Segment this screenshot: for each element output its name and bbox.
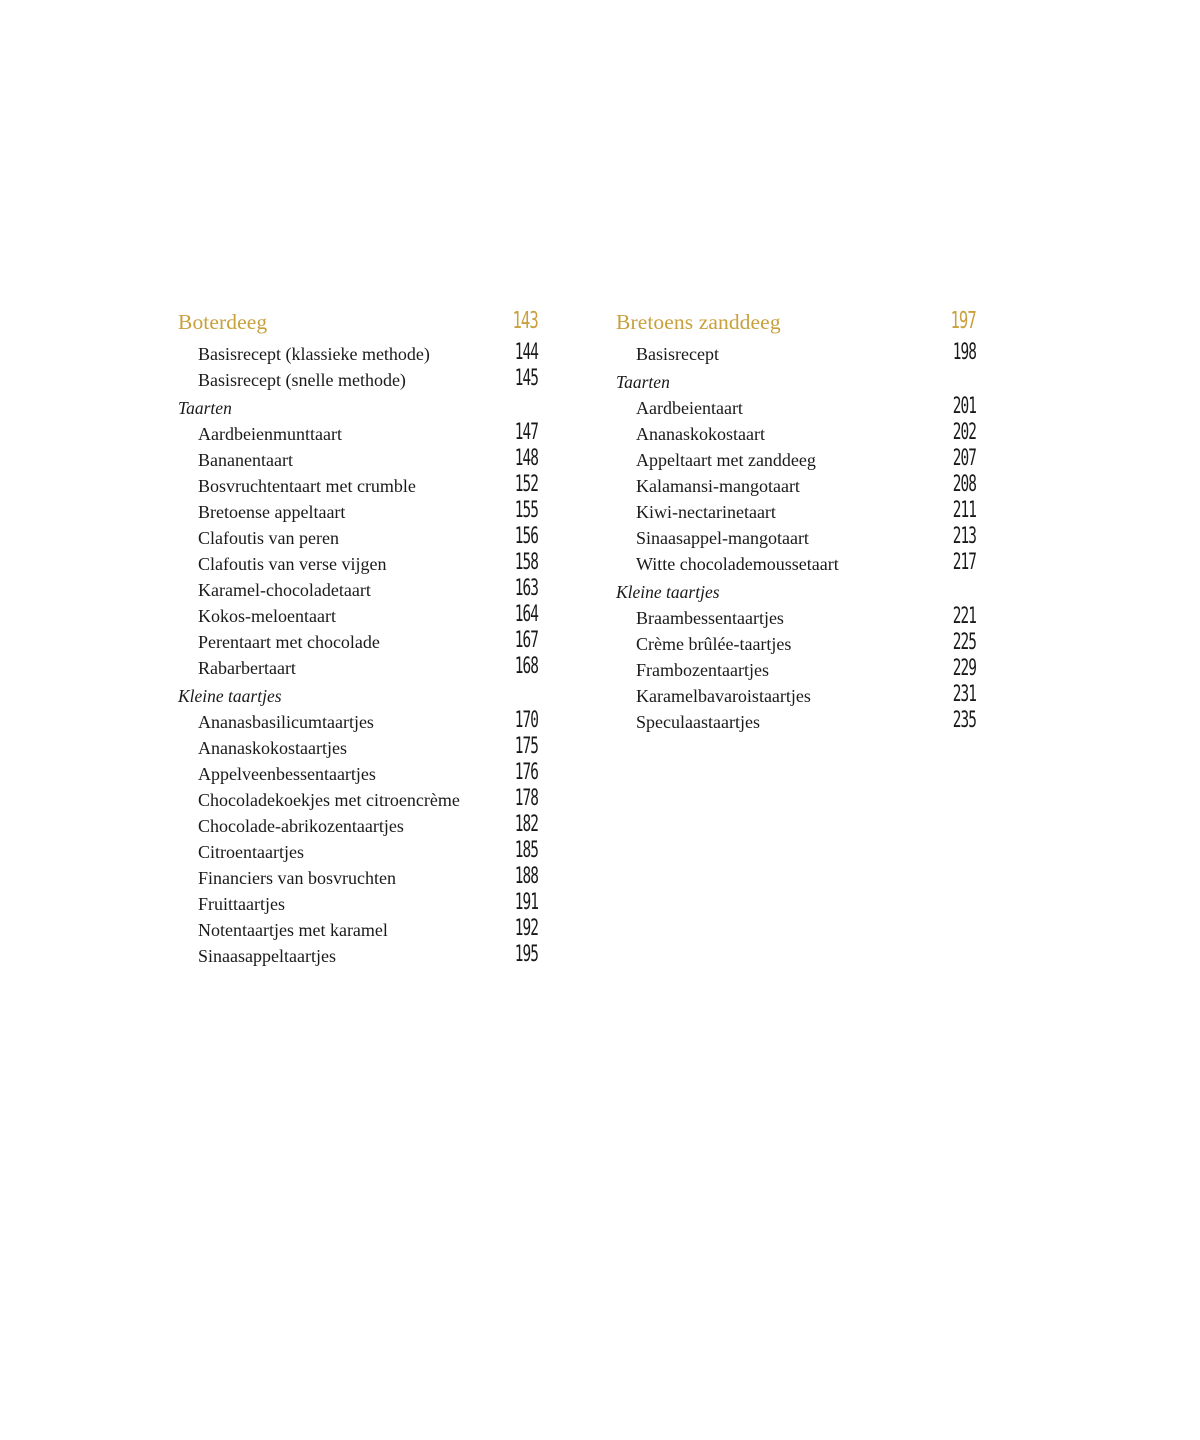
toc-entry-label: Financiers van bosvruchten xyxy=(198,867,396,888)
toc-entry-label: Karamelbavaroistaartjes xyxy=(636,685,811,706)
toc-entry[interactable] xyxy=(616,444,976,473)
toc-entry-page-number: 170 xyxy=(514,706,538,733)
toc-entry[interactable] xyxy=(178,732,538,761)
toc-entry[interactable] xyxy=(178,914,538,943)
toc-entry[interactable] xyxy=(178,548,538,577)
toc-entry-page-number: 182 xyxy=(514,810,538,837)
toc-entry-page-number: 188 xyxy=(514,862,538,889)
toc-entry[interactable] xyxy=(178,574,538,603)
toc-entry-page-number: 164 xyxy=(514,600,538,627)
toc-entry-label: Appeltaart met zanddeeg xyxy=(636,449,816,470)
toc-entry-label: Braambessentaartjes xyxy=(636,607,784,628)
toc-entry[interactable] xyxy=(178,364,538,393)
toc-entry-label: Frambozentaartjes xyxy=(636,659,769,680)
toc-entry-label: Clafoutis van peren xyxy=(198,527,339,548)
toc-entry-label: Chocoladekoekjes met citroencrème xyxy=(198,789,460,810)
toc-entry-page-number: 201 xyxy=(952,392,976,419)
toc-entry-label: Witte chocolademoussetaart xyxy=(636,553,839,574)
toc-entry-label: Appelveenbessentaartjes xyxy=(198,763,376,784)
toc-entry[interactable] xyxy=(178,652,538,681)
subsection-heading: Taarten xyxy=(616,372,670,392)
subsection-heading: Kleine taartjes xyxy=(616,582,720,602)
toc-entry-page-number: 147 xyxy=(514,418,538,445)
toc-entry-label: Rabarbertaart xyxy=(198,657,296,678)
toc-entry[interactable] xyxy=(178,758,538,787)
toc-entry-page-number: 208 xyxy=(952,470,976,497)
section-heading[interactable] xyxy=(178,307,538,335)
toc-entry[interactable] xyxy=(616,628,976,657)
toc-entry-page-number: 152 xyxy=(514,470,538,497)
toc-entry-label: Bananentaart xyxy=(198,449,293,470)
toc-entry-label: Perentaart met chocolade xyxy=(198,631,380,652)
section-heading[interactable] xyxy=(616,307,976,335)
toc-entry-page-number: 168 xyxy=(514,652,538,679)
toc-entry[interactable] xyxy=(178,888,538,917)
section-page-number: 197 xyxy=(950,307,976,334)
section-page-number: 143 xyxy=(512,307,538,334)
toc-entry[interactable] xyxy=(178,444,538,473)
toc-entry-label: Kiwi-nectarinetaart xyxy=(636,501,776,522)
toc-entry[interactable] xyxy=(616,654,976,683)
toc-entry-page-number: 221 xyxy=(952,602,976,629)
toc-entry-page-number: 167 xyxy=(514,626,538,653)
table-of-contents xyxy=(178,307,1018,969)
toc-entry-label: Aardbeientaart xyxy=(636,397,743,418)
toc-column xyxy=(616,307,976,969)
toc-entry-page-number: 192 xyxy=(514,914,538,941)
toc-entry-page-number: 191 xyxy=(514,888,538,915)
toc-entry-page-number: 145 xyxy=(514,364,538,391)
toc-entry[interactable] xyxy=(178,862,538,891)
toc-column-inner xyxy=(178,307,538,969)
toc-entry[interactable] xyxy=(178,418,538,447)
toc-entry-label: Clafoutis van verse vijgen xyxy=(198,553,387,574)
toc-entry-label: Kalamansi-mangotaart xyxy=(636,475,800,496)
toc-entry[interactable] xyxy=(616,418,976,447)
toc-entry-page-number: 185 xyxy=(514,836,538,863)
toc-entry[interactable] xyxy=(178,810,538,839)
toc-entry[interactable] xyxy=(616,392,976,421)
toc-entry-label: Fruittaartjes xyxy=(198,893,285,914)
toc-entry[interactable] xyxy=(616,338,976,367)
toc-entry-page-number: 198 xyxy=(952,338,976,365)
toc-entry-label: Karamel-chocoladetaart xyxy=(198,579,371,600)
toc-entry-label: Sinaasappel-mangotaart xyxy=(636,527,809,548)
section-title: Boterdeeg xyxy=(178,310,268,334)
toc-entry-label: Sinaasappeltaartjes xyxy=(198,945,336,966)
toc-entry-page-number: 163 xyxy=(514,574,538,601)
subsection-heading: Kleine taartjes xyxy=(178,686,282,706)
toc-entry[interactable] xyxy=(178,836,538,865)
toc-entry-page-number: 155 xyxy=(514,496,538,523)
toc-entry-label: Bosvruchtentaart met crumble xyxy=(198,475,416,496)
toc-entry-label: Bretoense appeltaart xyxy=(198,501,346,522)
toc-entry-page-number: 156 xyxy=(514,522,538,549)
toc-entry-page-number: 229 xyxy=(952,654,976,681)
toc-entry-page-number: 213 xyxy=(952,522,976,549)
toc-entry[interactable] xyxy=(178,626,538,655)
toc-entry-label: Basisrecept (snelle methode) xyxy=(198,369,406,390)
toc-entry-page-number: 144 xyxy=(514,338,538,365)
toc-entry-page-number: 217 xyxy=(952,548,976,575)
toc-entry-page-number: 158 xyxy=(514,548,538,575)
toc-entry-page-number: 225 xyxy=(952,628,976,655)
toc-entry[interactable] xyxy=(616,522,976,551)
toc-entry[interactable] xyxy=(178,940,538,969)
toc-entry-label: Basisrecept xyxy=(636,343,719,364)
toc-entry[interactable] xyxy=(178,522,538,551)
toc-entry[interactable] xyxy=(178,338,538,367)
toc-entry-page-number: 211 xyxy=(952,496,976,523)
toc-entry-label: Aardbeienmunttaart xyxy=(198,423,342,444)
toc-entry-label: Crème brûlée-taartjes xyxy=(636,633,792,654)
toc-entry-page-number: 195 xyxy=(514,940,538,967)
toc-column xyxy=(178,307,538,969)
toc-entry-page-number: 175 xyxy=(514,732,538,759)
toc-entry-page-number: 178 xyxy=(514,784,538,811)
toc-entry[interactable] xyxy=(178,706,538,735)
toc-entry-page-number: 202 xyxy=(952,418,976,445)
toc-entry[interactable] xyxy=(178,496,538,525)
toc-entry-label: Ananasbasilicumtaartjes xyxy=(198,711,374,732)
toc-entry-page-number: 235 xyxy=(952,706,976,733)
subsection-heading: Taarten xyxy=(178,398,232,418)
toc-entry-label: Citroentaartjes xyxy=(198,841,304,862)
toc-entry-label: Chocolade-abrikozentaartjes xyxy=(198,815,404,836)
toc-entry-label: Ananaskokostaart xyxy=(636,423,765,444)
toc-entry-page-number: 231 xyxy=(952,680,976,707)
toc-entry-label: Basisrecept (klassieke methode) xyxy=(198,343,430,364)
toc-entry-label: Speculaastaartjes xyxy=(636,711,760,732)
toc-entry[interactable] xyxy=(616,680,976,709)
toc-entry[interactable] xyxy=(616,470,976,499)
toc-entry[interactable] xyxy=(616,548,976,577)
toc-entry-page-number: 207 xyxy=(952,444,976,471)
toc-entry[interactable] xyxy=(178,600,538,629)
toc-entry[interactable] xyxy=(616,706,976,735)
section-title: Bretoens zanddeeg xyxy=(616,310,781,334)
toc-entry[interactable] xyxy=(616,496,976,525)
toc-entry-page-number: 176 xyxy=(514,758,538,785)
toc-entry-label: Notentaartjes met karamel xyxy=(198,919,388,940)
toc-entry[interactable] xyxy=(616,602,976,631)
toc-entry[interactable] xyxy=(178,784,538,813)
toc-entry[interactable] xyxy=(178,470,538,499)
toc-entry-page-number: 148 xyxy=(514,444,538,471)
toc-column-inner xyxy=(616,307,976,735)
toc-entry-label: Ananaskokostaartjes xyxy=(198,737,347,758)
toc-entry-label: Kokos-meloentaart xyxy=(198,605,336,626)
